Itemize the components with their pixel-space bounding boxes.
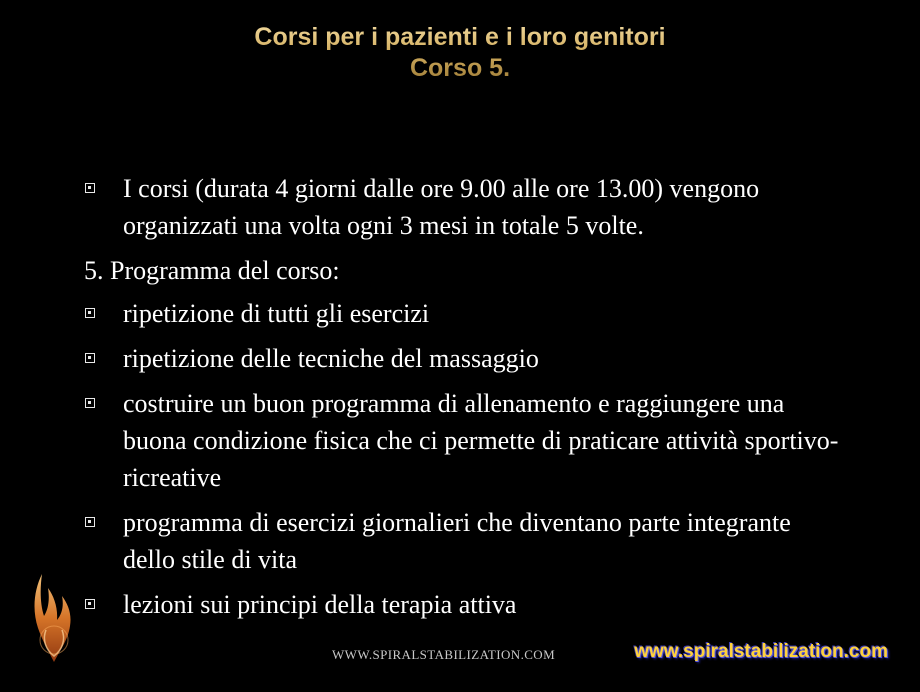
square-bullet-icon bbox=[85, 183, 95, 193]
intro-text: I corsi (durata 4 giorni dalle ore 9.00 alle ore 13.00) vengono organizzati una volta ogni 3 mesi in totale 5 volte. bbox=[123, 174, 760, 240]
website-logo-text: www.spiralstabilization.com bbox=[634, 641, 888, 662]
program-item-text: programma di esercizi giornalieri che diventano parte integrante dello stile di vita bbox=[123, 508, 791, 574]
square-bullet-icon bbox=[85, 308, 95, 318]
program-item bbox=[84, 385, 844, 496]
program-item bbox=[84, 295, 844, 332]
slide-content bbox=[84, 170, 844, 631]
square-bullet-icon bbox=[85, 398, 95, 408]
program-heading: 5. Programma del corso: bbox=[84, 256, 340, 285]
square-bullet-icon bbox=[85, 353, 95, 363]
program-item-text: ripetizione delle tecniche del massaggio bbox=[123, 344, 539, 373]
square-bullet-icon bbox=[85, 517, 95, 527]
flame-spiral-logo-icon bbox=[24, 570, 84, 670]
slide-title bbox=[0, 22, 920, 84]
program-item-text: lezioni sui principi della terapia attiva bbox=[123, 590, 517, 619]
program-item-text: ripetizione di tutti gli esercizi bbox=[123, 299, 430, 328]
title-line-2: Corso 5. bbox=[409, 54, 511, 82]
program-item-text: costruire un buon programma di allenamento e raggiungere una buona condizione fisica che ci permette di praticare attività sportivo-ricreative bbox=[123, 389, 839, 492]
program-item bbox=[84, 340, 844, 377]
footer-website: WWW.SPIRALSTABILIZATION.COM bbox=[332, 647, 556, 662]
square-bullet-icon bbox=[85, 599, 95, 609]
intro-bullet bbox=[84, 170, 844, 244]
program-item bbox=[84, 504, 844, 578]
program-item bbox=[84, 586, 844, 623]
title-line-1: Corsi per i pazienti e i loro genitori bbox=[254, 23, 666, 51]
